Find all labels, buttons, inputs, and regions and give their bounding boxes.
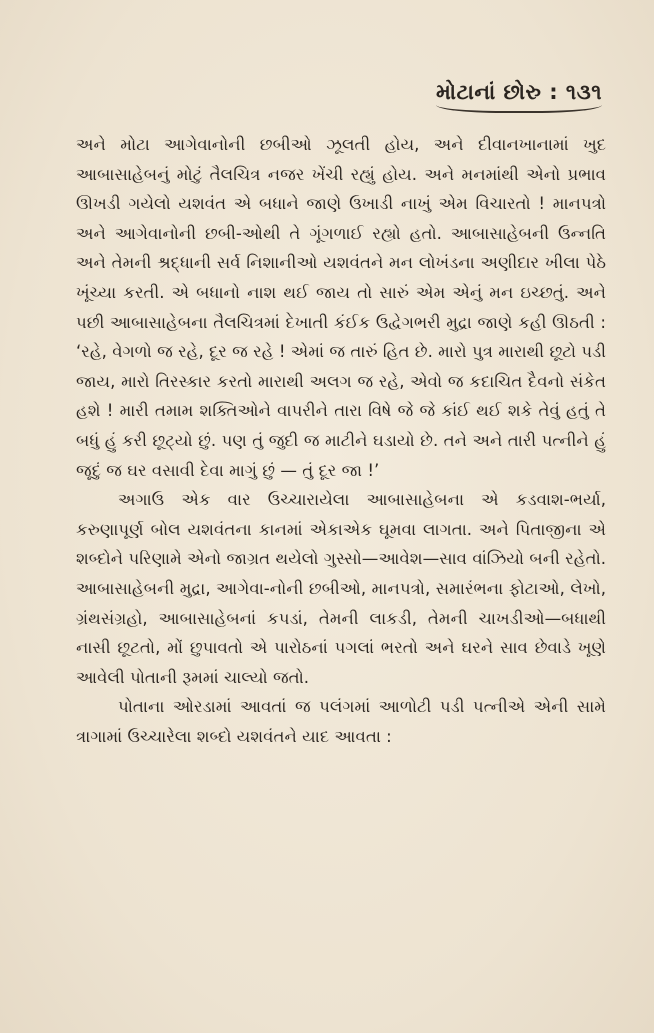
header-underline [436,105,602,113]
paragraph-3: પોતાના ઓરડામાં આવતાં જ પલંગમાં આળોટી પડી પત્નીએ એની સામે ત્રાગામાં ઉચ્ચારેલા શબ્દો યશવંતને યાદ આવતા : [76,697,606,746]
page-body [76,130,606,751]
paragraph-1: અને મોટા આગેવાનોની છબીઓ ઝૂલતી હોય, અને દીવાનખાનામાં ખુદ આબાસાહેબનું મોટું તૈલચિત્ર નજર ખેંચી રહ્યું હોય. અને મનમાંથી એનો પ્રભાવ ઊખડી ગયેલો યશવંત એ બધાને જાણે ઉખાડી નાખું એમ વિચારતો ! માનપત્રો અને આગેવાનોની છબી-ઓથી તે ગૂંગળાઈ રહ્યો હતો. આબાસાહેબની ઉન્નતિ અને તેમની શ્રદ્ધાની સર્વ નિશાનીઓ યશવંતને મન લોખંડના અણીદાર ખીલા પેઠે ખૂંચ્યા કરતી. એ બધાનો નાશ થઈ જાય તો સારું એમ એનું મન ઇચ્છતું. અને પછી આબાસાહેબના તૈલચિત્રમાં દેખાતી કંઈક ઉદ્વેગભરી મુદ્રા જાણે કહી ઊઠતી : ‘રહે, વેગળો જ રહે, દૂર જ રહે ! એમાં જ તારું હિત છે. મારો પુત્ર મારાથી છૂટો પડી જાય, મારો તિરસ્કાર કરતો મારાથી અલગ જ રહે, એવો જ કદાચિત દૈવનો સંકેત હશે ! મારી તમામ શક્તિઓને વાપરીને તારા વિષે જે જે કાંઈ થઈ શકે તેવું હતું તે બધું હું કરી છૂટ્યો છું. પણ તું જુદી જ માટીને ઘડાયો છે. તને અને તારી પત્નીને હું જૂદું જ ઘર વસાવી દેવા માગું છું — તું દૂર જા !’ [76,135,606,480]
page-header-title: મોટાનાં છોરુ : ૧૩૧ [435,80,602,104]
paragraph-2: અગાઉ એક વાર ઉચ્ચારાયેલા આબાસાહેબના એ કડવાશ-ભર્યા, કરુણાપૂર્ણ બોલ યશવંતના કાનમાં એકાએક ઘૂમવા લાગતા. અને પિતાજીના એ શબ્દોને પરિણામે એનો જાગ્રત થયેલો ગુસ્સો—આવેશ—સાવ વાંઝિયો બની રહેતો. આબાસાહેબની મુદ્રા, આગેવા-નોની છબીઓ, માનપત્રો, સમારંભના ફોટાઓ, લેખો, ગ્રંથસંગ્રહો, આબાસાહેબનાં કપડાં, તેમની લાકડી, તેમની ચાખડીઓ—બધાથી નાસી છૂટતો, મોં છુપાવતો એ પારોઠનાં પગલાં ભરતો અને ઘરને સાવ છેવાડે ખૂણે આવેલી પોતાની રૂમમાં ચાલ્યો જતો. [76,490,606,687]
running-header [436,80,602,105]
